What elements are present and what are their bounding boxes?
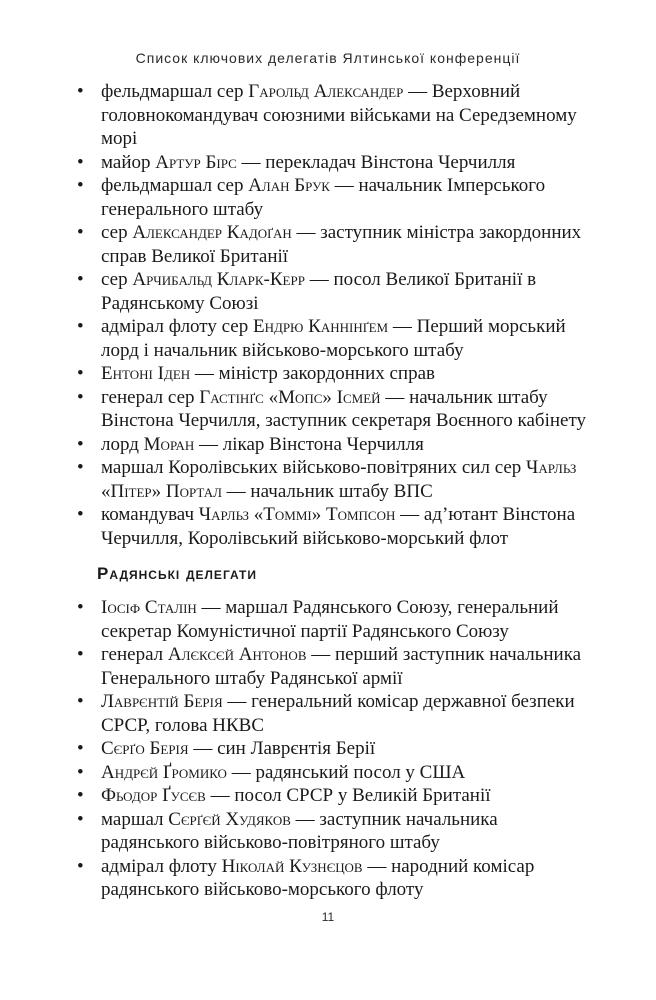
bullet-icon: • [77,386,84,408]
delegate-title: маршал Королівських військово-повітряних сил сер [101,457,527,478]
delegate-item [77,315,587,362]
delegate-title: сер [101,222,133,243]
delegate-name: Ніколай Кузнєцов [221,855,363,877]
delegate-item [77,690,587,737]
delegate-description: — Верховний головнокомандувач союзними військами на Середземному морі [101,81,577,149]
delegate-item [77,174,587,221]
delegate-name: Моран [143,433,195,455]
delegate-description: — заступник начальника радянського військово-повітряного штабу [101,808,498,853]
bullet-icon: • [77,151,84,173]
bullet-icon: • [77,504,84,525]
delegate-name: Андрєй Ґромико [101,761,227,783]
delegate-name: Фьодор Ґусєв [101,785,206,806]
delegate-description: — радянський посол у США [226,761,466,783]
delegate-item [77,386,587,433]
delegate-name: Чарльз «Томмі» Томпсон [198,504,396,525]
bullet-icon: • [77,691,84,712]
delegate-title: генерал [101,644,168,665]
delegate-name: Іосіф Сталін [101,597,197,618]
delegate-name: Чарльз «Пітер» Портал [101,457,577,502]
delegate-name: Ендрю Каннінґем [252,316,389,337]
bullet-icon: • [77,316,84,337]
delegate-description: — начальник штабу ВПС [221,480,433,502]
delegate-description: — начальник Імперського генерального штабу [101,175,546,220]
delegate-item [77,503,587,550]
delegate-description: — перекладач Вінстона Черчилля [236,151,516,173]
delegate-item [77,737,587,761]
delegate-description: — маршал Радянського Союзу, генеральний секретар Комуністичної партії Радянського Союзу [101,597,559,642]
delegate-description: — посол Великої Британії в Радянському Союзі [101,269,537,314]
delegate-title: командувач [101,504,199,525]
bullet-icon: • [77,457,84,478]
running-header: Список ключових делегатів Ялтинської конференції [135,50,521,66]
delegate-title: маршал [101,808,169,830]
bullet-icon: • [77,222,84,243]
delegate-name: Сєрґо Берія [101,738,189,759]
bullet-icon: • [77,433,84,455]
delegate-item [77,808,587,855]
bullet-icon: • [77,761,84,783]
delegate-item [77,855,587,902]
section-heading-soviet: Радянські делегати [97,564,258,583]
delegate-name: Александер Кадоґан [132,222,292,243]
delegate-description: — міністр закордонних справ [190,363,436,384]
delegate-name: Ентоні Іден [101,363,191,384]
bullet-icon: • [77,644,84,665]
delegate-name: Гарольд Александер [248,81,404,102]
bullet-icon: • [77,597,84,618]
bullet-icon: • [77,269,84,290]
page-number: 11 [321,910,335,924]
delegate-description: — народний комісар радянського військово-морського флоту [101,855,535,900]
soviet-delegates-list [77,596,587,902]
bullet-icon: • [77,175,84,196]
delegate-description: — лікар Вінстона Черчилля [194,433,424,455]
delegate-title: фельдмаршал сер [101,81,249,102]
delegate-item [77,362,587,386]
delegate-name: Алєксєй Антонов [167,644,307,665]
delegate-title: адмірал флоту [101,855,222,877]
delegate-title: адмірал флоту сер [101,316,253,337]
delegate-description: — ад’ютант Вінстона Черчилля, Королівський військово-морський флот [101,504,576,549]
delegate-name: Сєрґєй Худяков [168,808,291,830]
bullet-icon: • [77,855,84,877]
delegate-item [77,761,587,785]
delegate-description: — Перший морський лорд і начальник військово-морського штабу [101,316,566,361]
delegate-description: — посол СРСР у Великій Британії [205,785,491,806]
bullet-icon: • [77,785,84,806]
delegate-description: — начальник штабу Вінстона Черчилля, заступник секретаря Воєнного кабінету [101,386,587,431]
delegate-item [77,433,587,457]
delegate-description: — заступник міністра закордонних справ Великої Британії [101,222,582,267]
delegate-description: — перший заступник начальника Генерального штабу Радянської армії [101,644,582,689]
delegate-title: фельдмаршал сер [101,175,249,196]
delegate-name: Артур Бірс [155,151,237,173]
delegate-item [77,784,587,808]
bullet-icon: • [77,738,84,759]
delegate-title: сер [101,269,133,290]
delegate-title: генерал сер [101,386,200,408]
delegate-title: майор [101,151,156,173]
delegate-item [77,643,587,690]
delegate-item [77,151,587,175]
delegate-description: — генеральний комісар державної безпеки СРСР, голова НКВС [101,691,575,736]
delegate-name: Лаврєнтій Берія [101,691,223,712]
delegate-item [77,596,587,643]
bullet-icon: • [77,81,84,102]
delegate-item [77,221,587,268]
delegate-name: Гастінґс «Мопс» Ісмей [199,386,381,408]
delegate-item [77,456,587,503]
delegate-name: Арчибальд Кларк-Керр [132,269,305,290]
delegate-name: Алан Брук [248,175,330,196]
bullet-icon: • [77,363,84,384]
bullet-icon: • [77,808,84,830]
delegate-title: лорд [101,433,144,455]
delegate-description: — син Лаврєнтія Берії [188,738,376,759]
british-delegates-list [77,80,587,550]
delegate-item [77,268,587,315]
delegate-item [77,80,587,151]
